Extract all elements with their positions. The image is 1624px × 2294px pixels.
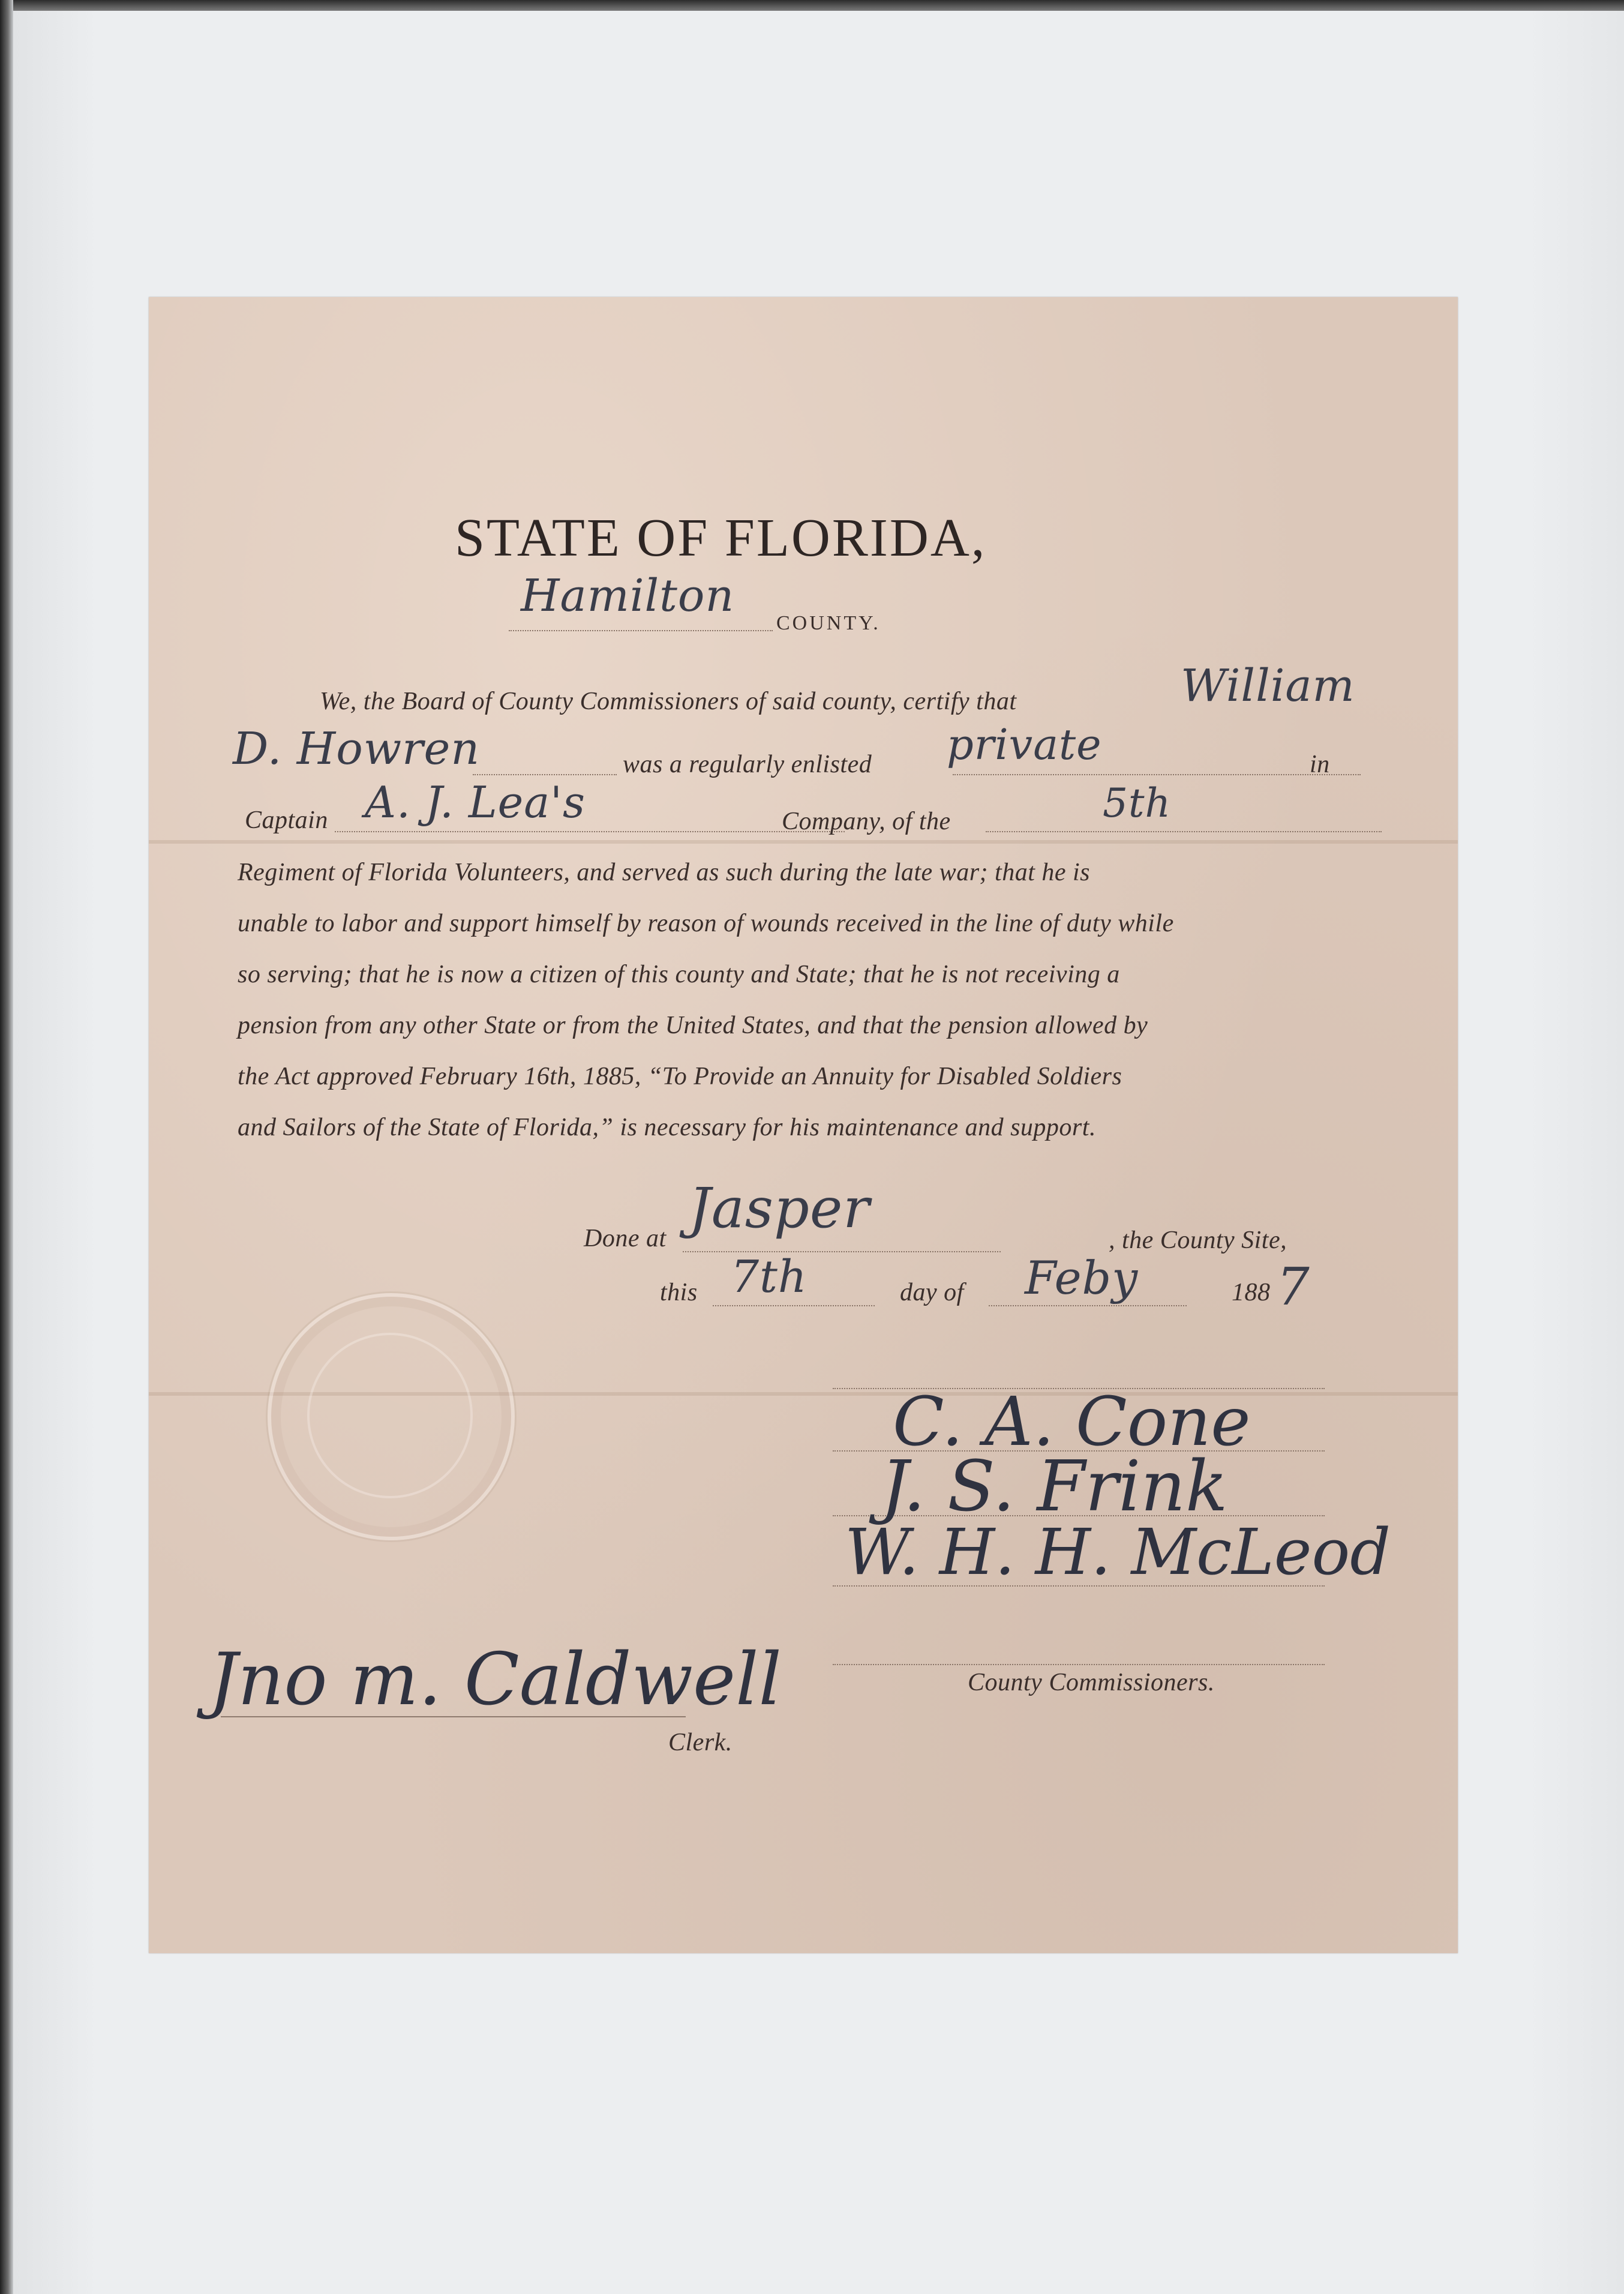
seal-inner-ring	[307, 1333, 473, 1498]
captain-name-handwritten: A. J. Lea's	[365, 777, 586, 827]
day-handwritten: 7th	[731, 1251, 808, 1303]
clerk-signature-line	[221, 1716, 686, 1717]
name-fill-line	[473, 774, 617, 775]
commissioner-signature: W. H. H. McLeod	[845, 1515, 1391, 1589]
body-line: the Act approved February 16th, 1885, “To Provide an Annuity for Disabled Soldiers	[238, 1063, 1122, 1090]
scanner-left-edge	[0, 0, 13, 2294]
this-label: this	[660, 1279, 698, 1306]
county-site-label: , the County Site,	[1109, 1227, 1287, 1254]
commissioners-label: County Commissioners.	[968, 1669, 1215, 1696]
soldier-last-name: D. Howren	[233, 723, 480, 775]
intro-text: We, the Board of County Commissioners of said county, certify that	[320, 688, 1017, 715]
regiment-number-handwritten: 5th	[1103, 780, 1172, 826]
enlisted-text: was a regularly enlisted	[623, 751, 872, 778]
body-line: pension from any other State or from the United States, and that the pension allowed by	[238, 1012, 1148, 1039]
body-line: Regiment of Florida Volunteers, and served as such during the late war; that he is	[238, 859, 1091, 886]
embossed-seal	[268, 1293, 515, 1540]
commissioner-signature: C. A. Cone	[893, 1383, 1251, 1461]
day-of-label: day of	[900, 1279, 964, 1306]
body-line: and Sailors of the State of Florida,” is necessary for his maintenance and support.	[238, 1114, 1096, 1141]
in-word: in	[1310, 751, 1330, 778]
body-line: so serving; that he is now a citizen of this county and State; that he is not receiving a	[238, 961, 1120, 988]
company-text: Company, of the	[782, 808, 951, 835]
clerk-label: Clerk.	[668, 1729, 733, 1756]
month-handwritten: Feby	[1025, 1251, 1139, 1305]
pension-certificate	[149, 297, 1458, 1953]
year-printed: 188	[1232, 1279, 1271, 1306]
rank-handwritten: private	[947, 720, 1102, 769]
done-at-label: Done at	[584, 1225, 667, 1252]
regiment-fill-line	[986, 831, 1382, 832]
county-label: COUNTY.	[776, 612, 881, 634]
fold-line	[149, 840, 1458, 844]
scanner-top-edge	[0, 0, 1624, 11]
captain-label: Captain	[245, 806, 328, 834]
commissioner-signature: J. S. Frink	[881, 1446, 1228, 1527]
soldier-first-name: William	[1181, 660, 1355, 712]
month-fill-line	[989, 1305, 1187, 1306]
captain-fill-line	[335, 831, 845, 832]
rank-fill-line	[953, 774, 1361, 775]
day-fill-line	[713, 1305, 875, 1306]
body-line: unable to labor and support himself by reason of wounds received in the line of duty while	[238, 910, 1174, 937]
document-title: STATE OF FLORIDA,	[455, 508, 987, 568]
year-handwritten-digit: 7	[1277, 1257, 1310, 1317]
signature-line	[833, 1664, 1325, 1665]
county-name-handwritten: Hamilton	[521, 570, 735, 622]
done-at-place-handwritten: Jasper	[689, 1176, 870, 1240]
county-fill-line	[509, 630, 773, 631]
clerk-signature: Jno m. Caldwell	[209, 1638, 782, 1722]
